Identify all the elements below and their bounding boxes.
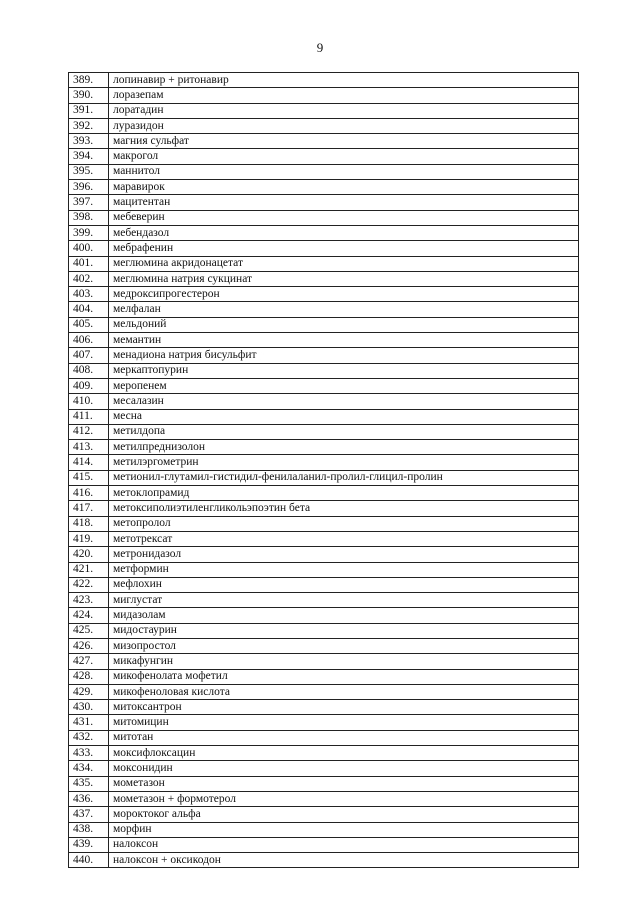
row-number-cell: 434. (69, 761, 109, 776)
drug-name-cell: лопинавир + ритонавир (109, 73, 579, 88)
row-number-cell: 421. (69, 562, 109, 577)
row-number-cell: 401. (69, 256, 109, 271)
row-number-cell: 411. (69, 409, 109, 424)
table-row (69, 256, 579, 271)
table-row (69, 807, 579, 822)
table-row (69, 348, 579, 363)
table-row (69, 149, 579, 164)
drug-name-cell: меглюмина натрия сукцинат (109, 271, 579, 286)
row-number-cell: 427. (69, 654, 109, 669)
drug-name-cell: медроксипрогестерон (109, 287, 579, 302)
table-row (69, 271, 579, 286)
table-row (69, 241, 579, 256)
drug-name-cell: макрогол (109, 149, 579, 164)
drug-name-cell: миглустат (109, 593, 579, 608)
drug-name-cell: метилпреднизолон (109, 440, 579, 455)
drug-name-cell: налоксон + оксикодон (109, 853, 579, 868)
row-number-cell: 437. (69, 807, 109, 822)
drug-name-cell: метоксиполиэтиленгликольэпоэтин бета (109, 501, 579, 516)
drug-name-cell: маравирок (109, 180, 579, 195)
row-number-cell: 431. (69, 715, 109, 730)
drug-name-cell: меглюмина акридонацетат (109, 256, 579, 271)
drug-name-cell: магния сульфат (109, 134, 579, 149)
row-number-cell: 420. (69, 547, 109, 562)
table-row (69, 302, 579, 317)
row-number-cell: 394. (69, 149, 109, 164)
table-row (69, 73, 579, 88)
row-number-cell: 391. (69, 103, 109, 118)
row-number-cell: 409. (69, 378, 109, 393)
drug-name-cell: мебеверин (109, 210, 579, 225)
drug-name-cell: менадиона натрия бисульфит (109, 348, 579, 363)
drug-list-body (69, 73, 579, 868)
drug-name-cell: меркаптопурин (109, 363, 579, 378)
table-row (69, 164, 579, 179)
table-row (69, 333, 579, 348)
row-number-cell: 428. (69, 669, 109, 684)
drug-name-cell: луразидон (109, 118, 579, 133)
drug-name-cell: мороктоког альфа (109, 807, 579, 822)
drug-name-cell: микафунгин (109, 654, 579, 669)
drug-name-cell: мацитентан (109, 195, 579, 210)
table-row (69, 623, 579, 638)
row-number-cell: 417. (69, 501, 109, 516)
table-row (69, 516, 579, 531)
row-number-cell: 408. (69, 363, 109, 378)
row-number-cell: 407. (69, 348, 109, 363)
drug-name-cell: митомицин (109, 715, 579, 730)
drug-name-cell: моксифлоксацин (109, 746, 579, 761)
row-number-cell: 410. (69, 394, 109, 409)
drug-name-cell: маннитол (109, 164, 579, 179)
table-row (69, 378, 579, 393)
table-row (69, 363, 579, 378)
row-number-cell: 425. (69, 623, 109, 638)
drug-name-cell: метопролол (109, 516, 579, 531)
table-row (69, 577, 579, 592)
row-number-cell: 424. (69, 608, 109, 623)
table-row (69, 118, 579, 133)
table-row (69, 225, 579, 240)
table-row (69, 776, 579, 791)
table-row (69, 547, 579, 562)
drug-name-cell: метилэргометрин (109, 455, 579, 470)
table-row (69, 103, 579, 118)
table-row (69, 88, 579, 103)
row-number-cell: 413. (69, 440, 109, 455)
row-number-cell: 436. (69, 791, 109, 806)
table-row (69, 853, 579, 868)
drug-name-cell: мебрафенин (109, 241, 579, 256)
table-row (69, 424, 579, 439)
table-row (69, 593, 579, 608)
row-number-cell: 414. (69, 455, 109, 470)
row-number-cell: 423. (69, 593, 109, 608)
drug-name-cell: морфин (109, 822, 579, 837)
row-number-cell: 400. (69, 241, 109, 256)
row-number-cell: 415. (69, 470, 109, 485)
table-row (69, 715, 579, 730)
drug-name-cell: меропенем (109, 378, 579, 393)
drug-name-cell: мемантин (109, 333, 579, 348)
drug-name-cell: мефлохин (109, 577, 579, 592)
drug-name-cell: метилдопа (109, 424, 579, 439)
row-number-cell: 396. (69, 180, 109, 195)
table-row (69, 791, 579, 806)
row-number-cell: 435. (69, 776, 109, 791)
table-row (69, 638, 579, 653)
row-number-cell: 430. (69, 700, 109, 715)
drug-name-cell: лоратадин (109, 103, 579, 118)
row-number-cell: 389. (69, 73, 109, 88)
row-number-cell: 429. (69, 684, 109, 699)
table-row (69, 394, 579, 409)
table-row (69, 195, 579, 210)
table-row (69, 440, 579, 455)
table-row (69, 822, 579, 837)
table-row (69, 210, 579, 225)
row-number-cell: 392. (69, 118, 109, 133)
table-row (69, 608, 579, 623)
table-row (69, 746, 579, 761)
table-row (69, 134, 579, 149)
drug-name-cell: месна (109, 409, 579, 424)
row-number-cell: 393. (69, 134, 109, 149)
row-number-cell: 432. (69, 730, 109, 745)
table-row (69, 287, 579, 302)
drug-name-cell: мометазон + формотерол (109, 791, 579, 806)
drug-name-cell: метотрексат (109, 531, 579, 546)
table-row (69, 669, 579, 684)
drug-name-cell: метформин (109, 562, 579, 577)
row-number-cell: 418. (69, 516, 109, 531)
row-number-cell: 405. (69, 317, 109, 332)
table-row (69, 531, 579, 546)
row-number-cell: 399. (69, 225, 109, 240)
row-number-cell: 398. (69, 210, 109, 225)
row-number-cell: 397. (69, 195, 109, 210)
drug-name-cell: мельдоний (109, 317, 579, 332)
drug-name-cell: мидазолам (109, 608, 579, 623)
table-row (69, 684, 579, 699)
row-number-cell: 422. (69, 577, 109, 592)
table-row (69, 761, 579, 776)
drug-list-table (68, 72, 579, 868)
drug-name-cell: месалазин (109, 394, 579, 409)
table-row (69, 409, 579, 424)
row-number-cell: 426. (69, 638, 109, 653)
drug-name-cell: микофенолата мофетил (109, 669, 579, 684)
table-row (69, 730, 579, 745)
drug-name-cell: мизопростол (109, 638, 579, 653)
table-row (69, 501, 579, 516)
table-row (69, 837, 579, 852)
drug-name-cell: митоксантрон (109, 700, 579, 715)
drug-name-cell: лоразепам (109, 88, 579, 103)
drug-name-cell: митотан (109, 730, 579, 745)
table-row (69, 317, 579, 332)
drug-name-cell: метионил-глутамил-гистидил-фенилаланил-пролил-глицил-пролин (109, 470, 579, 485)
drug-name-cell: мебендазол (109, 225, 579, 240)
row-number-cell: 402. (69, 271, 109, 286)
row-number-cell: 395. (69, 164, 109, 179)
table-row (69, 562, 579, 577)
row-number-cell: 440. (69, 853, 109, 868)
table-row (69, 700, 579, 715)
row-number-cell: 404. (69, 302, 109, 317)
table-row (69, 486, 579, 501)
row-number-cell: 419. (69, 531, 109, 546)
table-row (69, 654, 579, 669)
drug-name-cell: мелфалан (109, 302, 579, 317)
row-number-cell: 412. (69, 424, 109, 439)
row-number-cell: 438. (69, 822, 109, 837)
drug-name-cell: мометазон (109, 776, 579, 791)
row-number-cell: 403. (69, 287, 109, 302)
page-number: 9 (316, 40, 324, 55)
drug-name-cell: налоксон (109, 837, 579, 852)
row-number-cell: 390. (69, 88, 109, 103)
table-row (69, 470, 579, 485)
drug-name-cell: моксонидин (109, 761, 579, 776)
drug-name-cell: микофеноловая кислота (109, 684, 579, 699)
table-row (69, 180, 579, 195)
row-number-cell: 406. (69, 333, 109, 348)
table-row (69, 455, 579, 470)
drug-name-cell: метронидазол (109, 547, 579, 562)
row-number-cell: 416. (69, 486, 109, 501)
drug-name-cell: метоклопрамид (109, 486, 579, 501)
row-number-cell: 433. (69, 746, 109, 761)
row-number-cell: 439. (69, 837, 109, 852)
drug-name-cell: мидостаурин (109, 623, 579, 638)
